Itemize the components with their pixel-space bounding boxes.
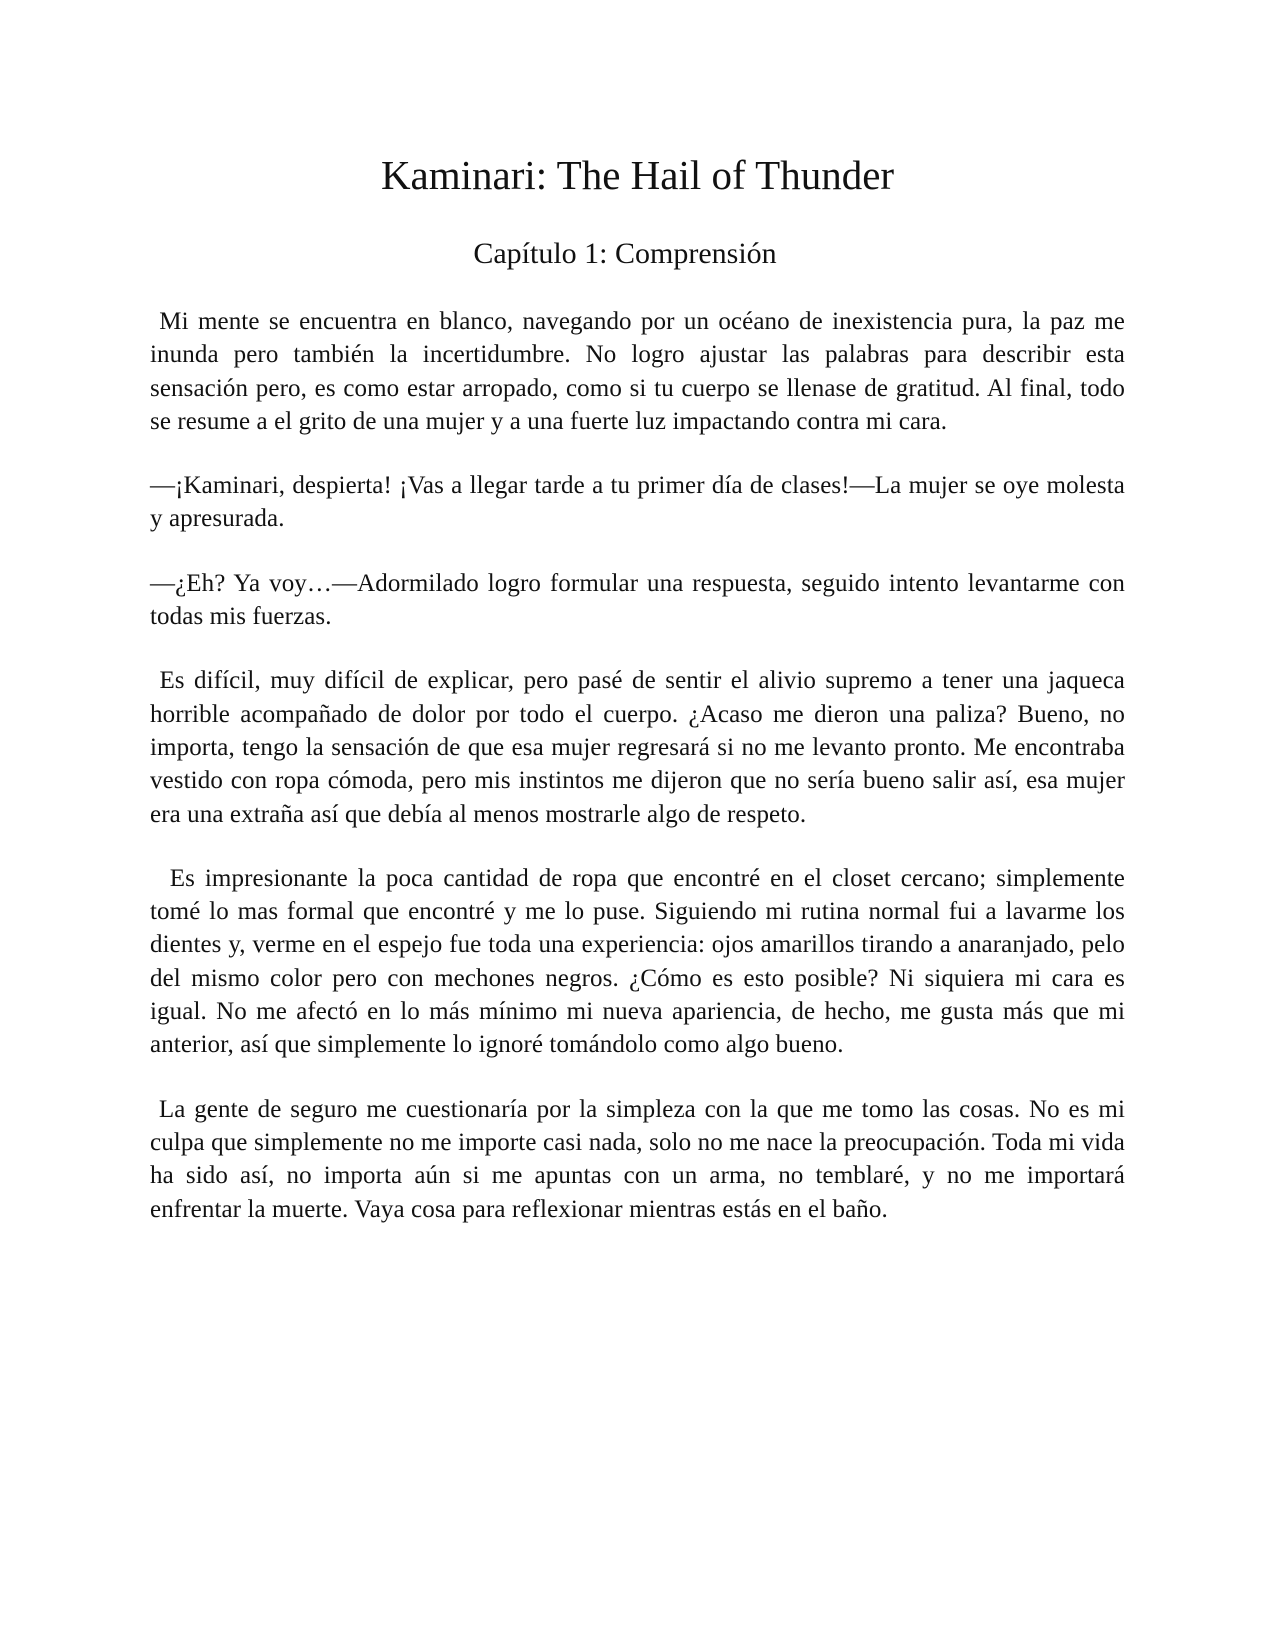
paragraph: —¿Eh? Ya voy…—Adormilado logro formular una respuesta, seguido intento levantarme con todas mis fuerzas. [150,569,1132,631]
document-title: Kaminari: The Hail of Thunder [380,152,895,198]
paragraph: Es impresionante la poca cantidad de ropa que encontré en el closet cercano; simplemente tomé lo mas formal que encontré y me lo puse. Siguiendo mi rutina normal fui a lavarme los dientes y, verme en el espejo fue toda una experiencia: ojos amarillos tirando a anaranjado, pelo del mismo color pero con mechones negros. ¿Cómo es esto posible? Ni siquiera mi cara es igual. No me afectó en lo más mínimo mi nueva apariencia, de hecho, me gusta más que mi anterior, así que simplemente lo ignoré tomándolo como algo bueno. [150,864,1132,1059]
paragraph: —¡Kaminari, despierta! ¡Vas a llegar tarde a tu primer día de clases!—La mujer se oye molesta y apresurada. [150,472,1132,533]
paragraph: Mi mente se encuentra en blanco, navegando por un océano de inexistencia pura, la paz me inunda pero también la incertidumbre. No logro ajustar las palabras para describir esta sensación pero, es como estar arropado, como si tu cuerpo se llenase de gratitud. Al final, todo se resume a el grito de una mujer y a una fuerte luz impactando contra mi cara. [150,308,1132,435]
document-body [150,305,1132,1257]
paragraph: Es difícil, muy difícil de explicar, pero pasé de sentir el alivio supremo a tener una jaqueca horrible acompañado de dolor por todo el cuerpo. ¿Acaso me dieron una paliza? Bueno, no importa, tengo la sensación de que esa mujer regresará si no me levanto pronto. Me encontraba vestido con ropa cómoda, pero mis instintos me dijeron que no sería bueno salir así, esa mujer era una extraña así que debía al menos mostrarle algo de respeto. [150,667,1132,828]
chapter-heading: Capítulo 1: Comprensión [473,237,777,270]
paragraph: La gente de seguro me cuestionaría por la simpleza con la que me tomo las cosas. No es mi culpa que simplemente no me importe casi nada, solo no me nace la preocupación. Toda mi vida ha sido así, no importa aún si me apuntas con un arma, no temblaré, y no me importará enfrentar la muerte. Vaya cosa para reflexionar mientras estás en el baño. [150,1095,1132,1223]
